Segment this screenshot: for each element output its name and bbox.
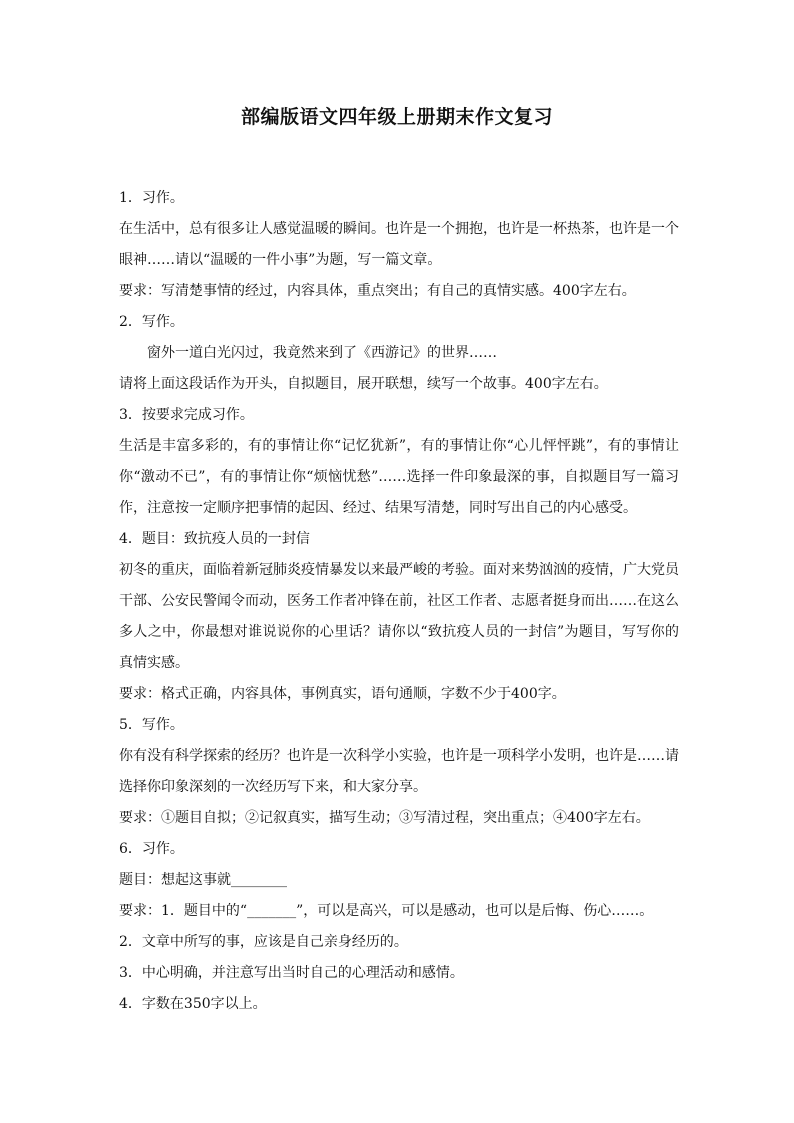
q2-heading: 2．写作。	[119, 314, 184, 330]
q5-body: 你有没有科学探索的经历？也许是一次科学小实验，也许是一项科学小发明，也许是……请选择你印象深刻的一次经历写下来，和大家分享。	[119, 748, 679, 795]
q3-body: 生活是丰富多彩的，有的事情让你“记忆犹新”，有的事情让你“心儿怦怦跳”，有的事情让你“激动不已”，有的事情让你“烦恼忧愁”……选择一件印象最深的事，自拟题目写一篇习作，注意按一定顺序把事情的起因、经过、结果写清楚，同时写出自己的内心感受。	[119, 438, 679, 516]
document-title: 部编版语文四年级上册期末作文复习	[240, 106, 553, 128]
q3-heading: 3．按要求完成习作。	[119, 407, 254, 423]
q6-requirement-4: 4．字数在350字以上。	[119, 996, 267, 1012]
q4-requirement: 要求：格式正确，内容具体，事例真实，语句通顺，字数不少于400字。	[119, 686, 566, 702]
q6-heading: 6．习作。	[119, 841, 184, 857]
q4-heading: 4．题目：致抗疫人员的一封信	[119, 531, 310, 547]
q6-requirement-1: 要求：1．题目中的“_______”，可以是高兴，可以是感动，也可以是后悔、伤心……。	[119, 903, 654, 919]
q5-heading: 5．写作。	[119, 717, 184, 733]
q6-topic: 题目：想起这事就________	[119, 872, 287, 888]
q2-opening: 窗外一道白光闪过，我竟然来到了《西游记》的世界……	[147, 345, 497, 361]
q4-body: 初冬的重庆，面临着新冠肺炎疫情暴发以来最严峻的考验。面对来势汹汹的疫情，广大党员干部、公安民警闻令而动，医务工作者冲锋在前，社区工作者、志愿者挺身而出……在这么多人之中，你最想对谁说说你的心里话？请你以“致抗疫人员的一封信”为题目，写写你的真情实感。	[119, 562, 679, 671]
q6-requirement-3: 3．中心明确，并注意写出当时自己的心理活动和感情。	[119, 965, 464, 981]
q1-heading: 1．习作。	[119, 190, 184, 206]
q2-body: 请将上面这段话作为开头，自拟题目，展开联想，续写一个故事。400字左右。	[119, 376, 608, 392]
q6-requirement-2: 2．文章中所写的事，应该是自己亲身经历的。	[119, 934, 408, 950]
document-body	[119, 183, 679, 1020]
q1-requirement: 要求：写清楚事情的经过，内容具体，重点突出；有自己的真情实感。400字左右。	[119, 283, 636, 299]
q5-requirement: 要求：①题目自拟；②记叙真实，描写生动；③写清过程，突出重点；④400字左右。	[119, 810, 650, 826]
q1-body: 在生活中，总有很多让人感觉温暖的瞬间。也许是一个拥抱，也许是一杯热茶，也许是一个眼神……请以“温暖的一件小事”为题，写一篇文章。	[119, 221, 679, 268]
